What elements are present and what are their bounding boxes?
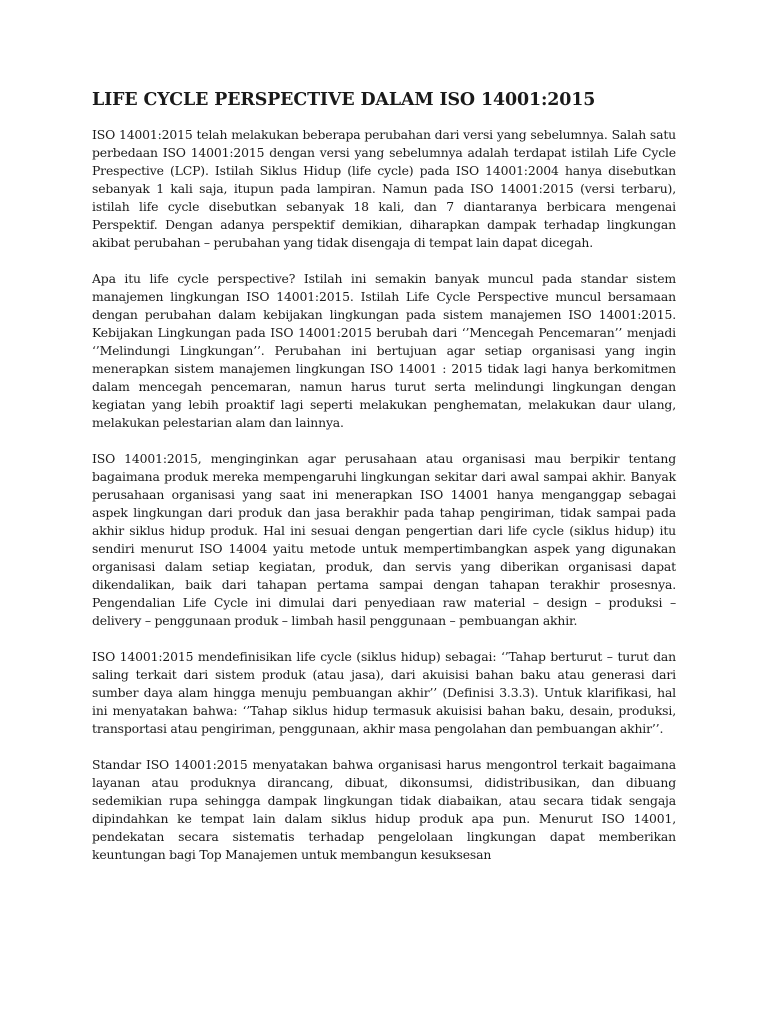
paragraph-definition: ISO 14001:2015 mendefinisikan life cycle (siklus hidup) sebagai: ‘’Tahap berturut – turut dan saling terkait dari sistem produk (atau jasa), dari akuisisi bahan baku atau generasi dari sumber daya alam hingga menuju pembuangan akhir’’ (Definisi 3.3.3). Untuk klarifikasi, hal ini menyatakan bahwa: ‘’Tahap siklus hidup termasuk akuisisi bahan baku, desain, produksi, transportasi atau pengiriman, penggunaan, akhir masa pengolahan dan pembuangan akhir’’.: [92, 649, 676, 736]
paragraph-what-is-lcp: Apa itu life cycle perspective? Istilah ini semakin banyak muncul pada standar sistem manajemen lingkungan ISO 14001:2015. Istilah Life Cycle Perspective muncul bersamaan dengan perubahan dalam kebijakan lingkungan pada sistem manajemen ISO 14001:2015. Kebijakan Lingkungan pada ISO 14001:2015 berubah dari ‘’Mencegah Pencemaran’’ menjadi ‘’Melindungi Lingkungan’’. Perubahan ini bertujuan agar setiap organisasi yang ingin menerapkan sistem manajemen lingkungan ISO 14001 : 2015 tidak lagi hanya berkomitmen dalam mencegah pencemaran, namun harus turut serta melindungi lingkungan dengan kegiatan yang lebih proaktif lagi seperti melakukan penghematan, melakukan daur ulang, melakukan pelestarian alam dan lainnya.: [92, 271, 676, 430]
document-page: [92, 88, 676, 882]
paragraph-standard-control: Standar ISO 14001:2015 menyatakan bahwa organisasi harus mengontrol terkait bagaimana layanan atau produknya dirancang, dibuat, dikonsumsi, didistribusikan, dan dibuang sedemikian rupa sehingga dampak lingkungan tidak diabaikan, atau secara tidak sengaja dipindahkan ke tempat lain dalam siklus hidup produk apa pun. Menurut ISO 14001, pendekatan secara sistematis terhadap pengelolaan lingkungan dapat memberikan keuntungan bagi Top Manajemen untuk membangun kesuksesan: [92, 757, 676, 862]
paragraph-intro: ISO 14001:2015 telah melakukan beberapa perubahan dari versi yang sebelumnya. Salah satu perbedaan ISO 14001:2015 dengan versi yang sebelumnya adalah terdapat istilah Life Cycle Prespective (LCP). Istilah Siklus Hidup (life cycle) pada ISO 14001:2004 hanya disebutkan sebanyak 1 kali saja, itupun pada lampiran. Namun pada ISO 14001:2015 (versi terbaru), istilah life cycle disebutkan sebanyak 18 kali, dan 7 diantaranya berbicara mengenai Perspektif. Dengan adanya perspektif demikian, diharapkan dampak terhadap lingkungan akibat perubahan – perubahan yang tidak disengaja di tempat lain dapat dicegah.: [92, 127, 676, 250]
paragraph-product-thinking: ISO 14001:2015, menginginkan agar perusahaan atau organisasi mau berpikir tentang bagaimana produk mereka mempengaruhi lingkungan sekitar dari awal sampai akhir. Banyak perusahaan organisasi yang saat ini menerapkan ISO 14001 hanya menganggap sebagai aspek lingkungan dari produk dan jasa berakhir pada tahap pengiriman, tidak sampai pada akhir siklus hidup produk. Hal ini sesuai dengan pengertian dari life cycle (siklus hidup) itu sendiri menurut ISO 14004 yaitu metode untuk mempertimbangkan aspek yang digunakan organisasi dalam setiap kegiatan, produk, dan servis yang diberikan organisasi dapat dikendalikan, baik dari tahapan pertama sampai dengan tahapan terakhir prosesnya. Pengendalian Life Cycle ini dimulai dari penyediaan raw material – design – produksi – delivery – penggunaan produk – limbah hasil penggunaan – pembuangan akhir.: [92, 451, 676, 628]
document-title: LIFE CYCLE PERSPECTIVE DALAM ISO 14001:2015: [92, 90, 596, 110]
